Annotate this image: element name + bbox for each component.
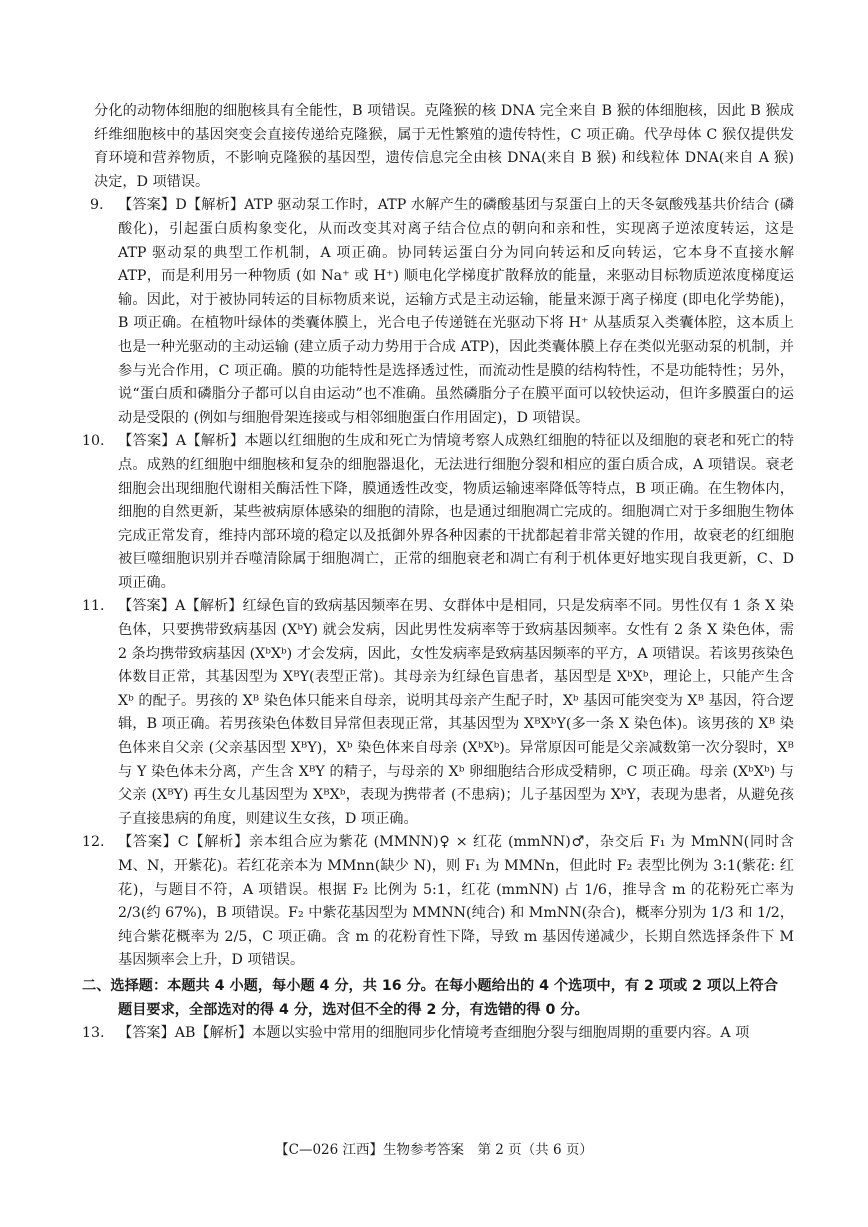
paragraph-continuation: 分化的动物体细胞的细胞核具有全能性，B 项错误。克隆猴的核 DNA 完全来自 B 猴的体细胞核，因此 B 猴成纤维细胞核中的基因突变会直接传递给克隆猴，属于无性繁殖的遗传特性，C 项正确。代孕母体 C 猴仅提供发育环境和营养物质，不影响克隆猴的基因型，遗传信息完全由核 DNA(来自 B 猴) 和线粒体 DNA(来自 A 猴) 决定，D 项错误。 (94, 103, 794, 190)
answer-text: 【答案】AB【解析】本题以实验中常用的细胞同步化情境考查细胞分裂与细胞周期的重要内容。A 项 (118, 1025, 750, 1042)
question-number: 10. (82, 433, 105, 450)
section-heading (82, 975, 794, 1022)
answer-item-9 (90, 194, 794, 430)
answer-text: 【答案】C【解析】亲本组合应为紫花 (MMNN)♀ × 红花 (mmNN)♂，杂交后 F₁ 为 MmNN(同时含 M、N，开紫花)。若红花亲本为 MMnn(缺少 N)，则 F₁ 为 MMNn，但此时 F₂ 表型比例为 3:1(紫花: 红花)，与题目不符，A 项错误。根据 F₂ 比例为 5:1，红花 (mmNN) 占 1/6，推导含 m 的花粉死亡率为 2/3(约 67%)，B 项错误。F₂ 中紫花基因型为 MMNN(纯合) 和 MmNN(杂合)，概率分别为 1/3 和 1/2，纯合紫花概率为 2/5，C 项正确。含 m 的花粉育性下降，导致 m 基因传递减少，长期自然选择条件下 M 基因频率会上升，D 项错误。 (118, 834, 794, 969)
answer-item-13 (82, 1022, 794, 1046)
answer-text: 【答案】A【解析】本题以红细胞的生成和死亡为情境考察人成熟红细胞的特征以及细胞的衰老和死亡的特点。成熟的红细胞中细胞核和复杂的细胞器退化，无法进行细胞分裂和相应的蛋白质合成，A 项错误。衰老细胞会出现细胞代谢相关酶活性下降，膜通透性改变，物质运输速率降低等特点，B 项正确。在生物体内，细胞的自然更新，某些被病原体感染的细胞的清除，也是通过细胞凋亡完成的。细胞凋亡对于多细胞生物体完成正常发育，维持内部环境的稳定以及抵御外界各种因素的干扰都起着非常关键的作用，故衰老的红细胞被巨噬细胞识别并吞噬清除属于细胞凋亡，正常的细胞衰老和凋亡有利于机体更好地实现自我更新，C、D 项正确。 (118, 433, 794, 591)
page-footer: 【C—026 江西】生物参考答案 第 2 页（共 6 页） (275, 1142, 593, 1158)
question-number: 13. (82, 1025, 105, 1042)
question-number: 9. (90, 197, 104, 214)
section-heading-line2: 题目要求，全部选对的得 4 分，选对但不全的得 2 分，有选错的得 0 分。 (118, 1001, 589, 1018)
question-number: 11. (82, 598, 105, 615)
answer-item-11 (82, 595, 794, 831)
answer-text: 【答案】A【解析】红绿色盲的致病基因频率在男、女群体中是相同，只是发病率不同。男性仅有 1 条 X 染色体，只要携带致病基因 (XᵇY) 就会发病，因此男性发病率等于致病基因频率。女性有 2 条 X 染色体，需 2 条均携带致病基因 (XᵇXᵇ) 才会发病，因此，女性发病率是致病基因频率的平方，A 项错误。若该男孩染色体数目正常，其基因型为 XᴮY(表型正常)。其母亲为红绿色盲患者，基因型是 XᵇXᵇ，理论上，只能产生含 Xᵇ 的配子。男孩的 Xᴮ 染色体只能来自母亲，说明其母亲产生配子时，Xᵇ 基因可能突变为 Xᴮ 基因，符合逻辑，B 项正确。若男孩染色体数目异常但表现正常，其基因型为 XᴮXᵇY(多一条 X 染色体)。该男孩的 Xᴮ 染色体来自父亲 (父亲基因型 XᴮY)，Xᵇ 染色体来自母亲 (XᵇXᵇ)。异常原因可能是父亲减数第一次分裂时，Xᴮ 与 Y 染色体未分离，产生含 XᴮY 的精子，与母亲的 Xᵇ 卵细胞结合形成受精卵，C 项正确。母亲 (XᵇXᵇ) 与父亲 (XᴮY) 再生女儿基因型为 XᴮXᵇ，表现为携带者 (不患病)；儿子基因型为 XᵇY，表现为患者，从避免孩子直接患病的角度，则建议生女孩，D 项正确。 (118, 598, 794, 827)
answer-item-12 (82, 831, 794, 973)
question-number: 12. (82, 834, 105, 851)
answer-text: 【答案】D【解析】ATP 驱动泵工作时，ATP 水解产生的磷酸基团与泵蛋白上的天冬氨酸残基共价结合 (磷酸化)，引起蛋白质构象变化，从而改变其对离子结合位点的朝向和亲和性，实现离子逆浓度转运，这是 ATP 驱动泵的典型工作机制，A 项正确。协同转运蛋白分为同向转运和反向转运，它本身不直接水解 ATP，而是利用另一种物质 (如 Na⁺ 或 H⁺) 顺电化学梯度扩散释放的能量，来驱动目标物质逆浓度梯度运输。因此，对于被协同转运的目标物质来说，运输方式是主动运输，能量来源于离子梯度 (即电化学势能)，B 项正确。在植物叶绿体的类囊体膜上，光合电子传递链在光驱动下将 H⁺ 从基质泵入类囊体腔，这本质上也是一种光驱动的主动运输 (建立质子动力势用于合成 ATP)，因此类囊体膜上存在类似光驱动泵的机制，并参与光合作用，C 项正确。膜的功能特性是选择透过性，而流动性是膜的结构特性，不是功能特性；另外，说“蛋白质和磷脂分子都可以自由运动”也不准确。虽然磷脂分子在膜平面可以较快运动，但许多膜蛋白的运动是受限的 (例如与细胞骨架连接或与相邻细胞蛋白作用固定)，D 项错误。 (118, 197, 794, 426)
answer-item-10 (82, 430, 794, 595)
section-heading-line1: 二、选择题：本题共 4 小题，每小题 4 分，共 16 分。在每小题给出的 4 个选项中，有 2 项或 2 项以上符合 (82, 977, 778, 994)
document-body (82, 100, 794, 1046)
